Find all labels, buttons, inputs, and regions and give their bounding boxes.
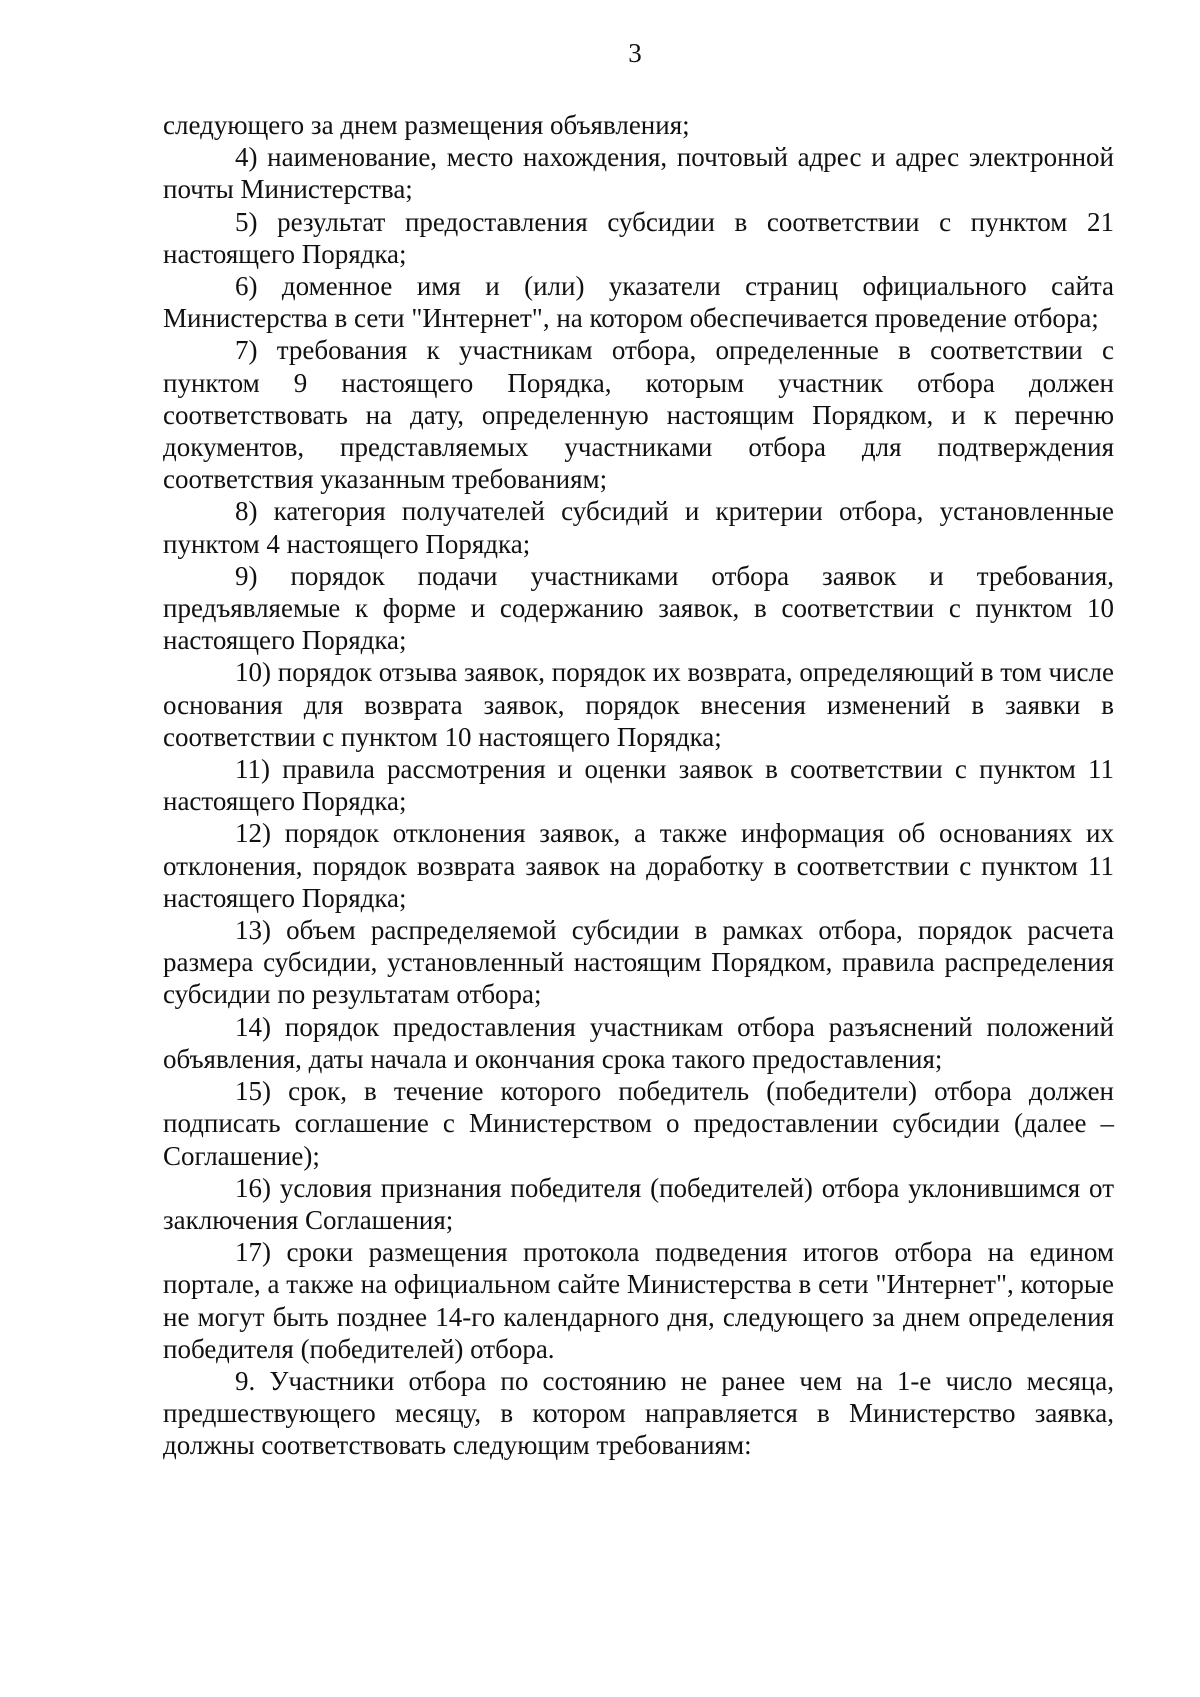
paragraph-item-9: 9) порядок подачи участниками отбора заявок и требования, предъявляемые к форме и содержанию заявок, в соответствии с пунктом 10 настоящего Порядка; [163,560,1114,656]
paragraph-item-7: 7) требования к участникам отбора, определенные в соответствии с пунктом 9 настоящего Порядка, которым участник отбора должен соответствовать на дату, определенную настоящим Порядком, и к перечню документов, представляемых участниками отбора для подтверждения соответствия указанным требованиям; [163,335,1114,495]
paragraph-continuation: следующего за днем размещения объявления; [163,110,690,140]
paragraph-item-8: 8) категория получателей субсидий и критерии отбора, установленные пунктом 4 настоящего Порядка; [163,496,1114,559]
paragraph-item-6: 6) доменное имя и (или) указатели страниц официального сайта Министерства в сети "Интернет", на котором обеспечивается проведение отбора; [163,271,1114,334]
paragraph-item-12: 12) порядок отклонения заявок, а также информация об основаниях их отклонения, порядок возврата заявок на доработку в соответствии с пунктом 11 настоящего Порядка; [163,818,1114,913]
document-body [163,109,1114,1462]
paragraph-item-15: 15) срок, в течение которого победитель (победители) отбора должен подписать соглашение с Министерством о предоставлении субсидии (далее – Соглашение); [163,1076,1114,1171]
paragraph-item-11: 11) правила рассмотрения и оценки заявок в соответствии с пунктом 11 настоящего Порядка; [163,754,1114,817]
page-number: 3 [628,38,642,68]
paragraph-item-13: 13) объем распределяемой субсидии в рамках отбора, порядок расчета размера субсидии, установленный настоящим Порядком, правила распределения субсидии по результатам отбора; [163,915,1114,1010]
paragraph-item-4: 4) наименование, место нахождения, почтовый адрес и адрес электронной почты Министерства; [163,142,1114,205]
paragraph-item-14: 14) порядок предоставления участникам отбора разъяснений положений объявления, даты начала и окончания срока такого предоставления; [163,1011,1114,1074]
paragraph-item-16: 16) условия признания победителя (победителей) отбора уклонившимся от заключения Соглашения; [163,1172,1114,1235]
paragraph-item-5: 5) результат предоставления субсидии в соответствии с пунктом 21 настоящего Порядка; [163,206,1114,269]
paragraph-section-9: 9. Участники отбора по состоянию не ранее чем на 1-е число месяца, предшествующего месяцу, в котором направляется в Министерство заявка, должны соответствовать следующим требованиям: [163,1365,1114,1461]
paragraph-item-10: 10) порядок отзыва заявок, порядок их возврата, определяющий в том числе основания для возврата заявок, порядок внесения изменений в заявки в соответствии с пунктом 10 настоящего Порядка; [163,657,1114,752]
paragraph-item-17: 17) сроки размещения протокола подведения итогов отбора на едином портале, а также на официальном сайте Министерства в сети "Интернет", которые не могут быть позднее 14-го календарного дня, следующего за днем определения победителя (победителей) отбора. [163,1237,1114,1364]
